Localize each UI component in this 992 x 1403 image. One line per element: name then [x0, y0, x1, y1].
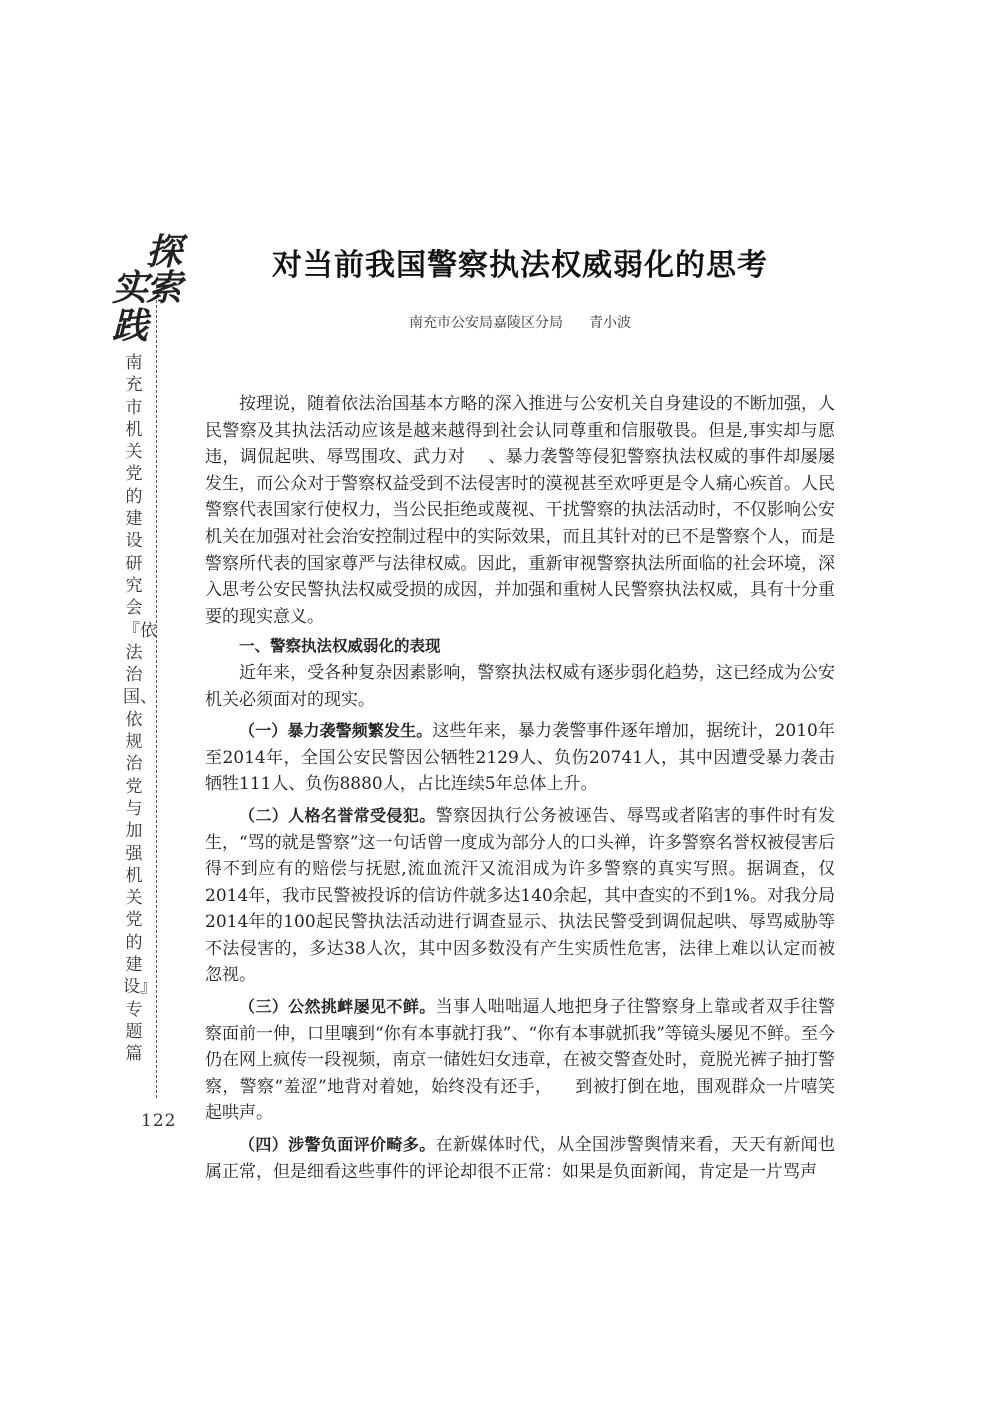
section-intro: 近年来，受各种复杂因素影响，警察执法权威有逐步弱化趋势，这已经成为公安机关必须面对的现实。	[205, 662, 835, 710]
intro-paragraph: 按理说，随着依法治国基本方略的深入推进与公安机关自身建设的不断加强，人民警察及其执法活动应该是越来越得到社会认同尊重和信服敬畏。但是,事实却与愿违，调侃起哄、辱骂围攻、武力对 、暴力袭警等侵犯警察执法权威的事件却屡屡发生，而公众对于警察权益受到不法侵害时的漠视甚至欢呼更是令人痛心疾首。人民警察代表国家行使权力，当公民拒绝或蔑视、干扰警察的执法活动时，不仅影响公安机关在加强对社会治安控制过程中的实际效果，而且其针对的已不是警察个人，而是警察所代表的国家尊严与法律权威。因此，重新审视警察执法所面临的社会环境，深入思考公安民警执法权威受损的成因，并加强和重树人民警察执法权威，具有十分重要的现实意义。	[205, 394, 835, 627]
section-heading: 一、警察执法权威弱化的表现	[239, 637, 441, 656]
point-text: 警察因执行公务被诬告、辱骂或者陷害的事件时有发生，“骂的就是警察”这一句话曾一度成为部分人的口头禅，许多警察名誉权被侵害后得不到应有的赔偿与抚慰,流血流汗又流泪成为许多警察的真实写照。据调查，仅2014年，我市民警被投诉的信访件就多达140余起，其中查实的不到1%。对我分局2014年的100起民警执法活动进行调查显示、执法民警受到调侃起哄、辱骂威胁等不法侵害的，多达38人次，其中因多数没有产生实质性危害，法律上难以认定而被忽视。	[205, 805, 835, 986]
logo-char: 践	[112, 305, 149, 347]
point-label: （一）暴力袭警频繁发生。	[239, 721, 433, 741]
logo-char: 索	[146, 267, 183, 309]
logo-char: 实	[112, 267, 149, 309]
point-label: （二）人格名誉常受侵犯。	[239, 805, 436, 825]
point-label: （四）涉警负面评价畸多。	[239, 1135, 436, 1155]
byline	[200, 312, 840, 332]
author-name: 青小波	[589, 315, 631, 331]
article-title: 对当前我国警察执法权威弱化的思考	[272, 248, 768, 283]
page-number: 122	[141, 1111, 177, 1131]
point-paragraph	[205, 994, 835, 1127]
point-label: （三）公然挑衅屡见不鲜。	[239, 997, 436, 1017]
point-paragraph	[205, 718, 835, 798]
column-logo	[112, 231, 190, 347]
column-divider	[156, 300, 157, 1098]
point-text: 在新媒体时代，从全国涉警舆情来看，天天有新闻也属正常，但是细看这些事件的评论却很不正常：如果是负面新闻，肯定是一片骂声	[205, 1135, 835, 1182]
author-org: 南充市公安局嘉陵区分局	[409, 315, 563, 331]
series-title: 南充市机关党的建设研究会『依法治国、依规治党与加强机关党的建设』专题篇	[123, 353, 157, 1065]
point-text: 当事人咄咄逼人地把身子往警察身上靠或者双手往警察面前一伸，口里嚷到“你有本事就打我”、“你有本事就抓我”等镜头屡见不鲜。至今仍在网上疯传一段视频，南京一储姓妇女违章，在被交警查处时，竟脱光裤子抽打警察，警察“羞涩”地背对着她，始终没有还手， 到被打倒在地，围观群众一片嘻笑起哄声。	[205, 997, 835, 1124]
point-text: 这些年来，暴力袭警事件逐年增加，据统计，2010年至2014年，全国公安民警因公牺牲2129人、负伤20741人，其中因遭受暴力袭击牺牲111人、负伤8880人，占比连续5年总体上升。	[205, 721, 835, 795]
point-paragraph	[205, 1132, 835, 1185]
point-paragraph	[205, 803, 835, 989]
logo-char: 探	[146, 231, 183, 273]
article-body	[205, 391, 835, 1185]
